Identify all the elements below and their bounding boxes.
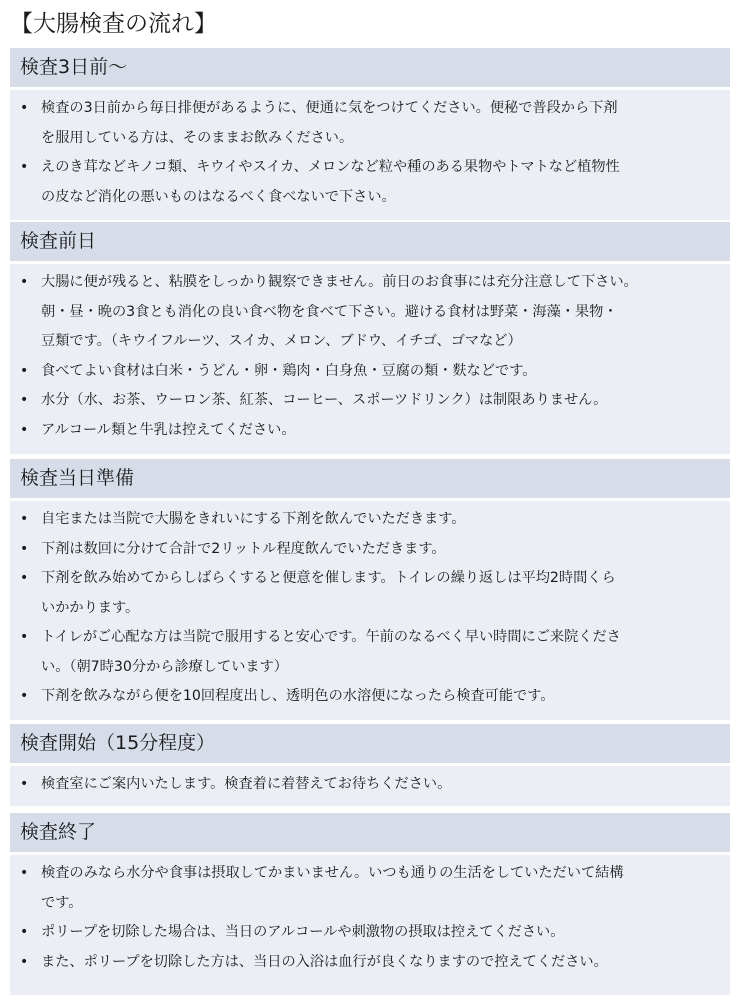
list-item: • 下剤を飲み始めてからしばらくすると便意を催します。トイレの繰り返しは平均2時間くら いかかります。: [10, 564, 730, 623]
list-item: • 検査の3日前から毎日排便があるように、便通に気をつけてください。便秘で普段から下剤 を服用している方は、そのままお飲みください。: [10, 94, 730, 153]
list-item: • また、ポリープを切除した方は、当日の入浴は血行が良くなりますので控えてください。: [10, 948, 730, 978]
section-header: 検査当日準備: [10, 459, 730, 498]
bullet-icon: •: [20, 629, 29, 645]
page-title: 【大腸検査の流れ】: [10, 11, 217, 37]
section-exam-day-prep: [10, 459, 730, 720]
list-item: • 大腸に便が残ると、粘膜をしっかり観察できません。前日のお食事には充分注意して下さい。 朝・昼・晩の3食とも消化の良い食べ物を食べて下さい。避ける食材は野菜・海藻・果物・ 豆類です。（キウイフルーツ、スイカ、メロン、ブドウ、イチゴ、ゴマなど）: [10, 268, 730, 357]
bullet-list: [10, 505, 730, 712]
section-header: 検査3日前～: [10, 48, 730, 87]
list-item: • 水分（水、お茶、ウーロン茶、紅茶、コーヒー、スポーツドリンク）は制限ありません。: [10, 386, 730, 416]
list-item: • 検査のみなら水分や食事は摂取してかまいません。いつも通りの生活をしていただいて結構 です。: [10, 859, 730, 918]
bullet-icon: •: [20, 776, 29, 792]
section-body: [10, 766, 730, 806]
bullet-icon: •: [20, 392, 29, 408]
section-exam-start: [10, 724, 730, 806]
bullet-icon: •: [20, 570, 29, 586]
list-item: • 検査室にご案内いたします。検査着に着替えてお待ちください。: [10, 770, 730, 800]
section-3-days-before: [10, 48, 730, 220]
bullet-list: [10, 770, 730, 800]
bullet-icon: •: [20, 865, 29, 881]
bullet-icon: •: [20, 540, 29, 557]
list-item: • えのき茸などキノコ類、キウイやスイカ、メロンなど粒や種のある果物やトマトなど植物性 の皮など消化の悪いものはなるべく食べないで下さい。: [10, 153, 730, 212]
bullet-icon: •: [20, 100, 29, 116]
section-body: [10, 501, 730, 720]
bullet-icon: •: [20, 159, 29, 175]
section-day-before: [10, 222, 730, 454]
section-exam-end: [10, 813, 730, 995]
section-header: 検査終了: [10, 813, 730, 852]
bullet-list: [10, 268, 730, 445]
bullet-icon: •: [20, 421, 29, 438]
section-header: 検査前日: [10, 222, 730, 261]
list-item: • トイレがご心配な方は当院で服用すると安心です。午前のなるべく早い時間にご来院くださ い。（朝7時30分から診療しています）: [10, 623, 730, 682]
list-item: • ポリープを切除した場合は、当日のアルコールや刺激物の摂取は控えてください。: [10, 918, 730, 948]
section-body: [10, 855, 730, 995]
section-header: 検査開始（15分程度）: [10, 724, 730, 763]
list-item: • アルコール類と牛乳は控えてください。: [10, 416, 730, 446]
list-item: • 下剤を飲みながら便を10回程度出し、透明色の水溶便になったら検査可能です。: [10, 682, 730, 712]
bullet-icon: •: [20, 688, 29, 704]
list-item: • 自宅または当院で大腸をきれいにする下剤を飲んでいただきます。: [10, 505, 730, 535]
bullet-icon: •: [20, 511, 29, 527]
list-item: • 下剤は数回に分けて合計で2リットル程度飲んでいただきます。: [10, 535, 730, 565]
bullet-icon: •: [20, 953, 29, 970]
bullet-icon: •: [20, 362, 29, 379]
bullet-list: [10, 859, 730, 977]
bullet-icon: •: [20, 924, 29, 940]
bullet-icon: •: [20, 274, 29, 290]
bullet-list: [10, 94, 730, 212]
list-item: • 食べてよい食材は白米・うどん・卵・鶏肉・白身魚・豆腐の類・麩などです。: [10, 357, 730, 387]
section-body: [10, 264, 730, 454]
section-body: [10, 90, 730, 220]
